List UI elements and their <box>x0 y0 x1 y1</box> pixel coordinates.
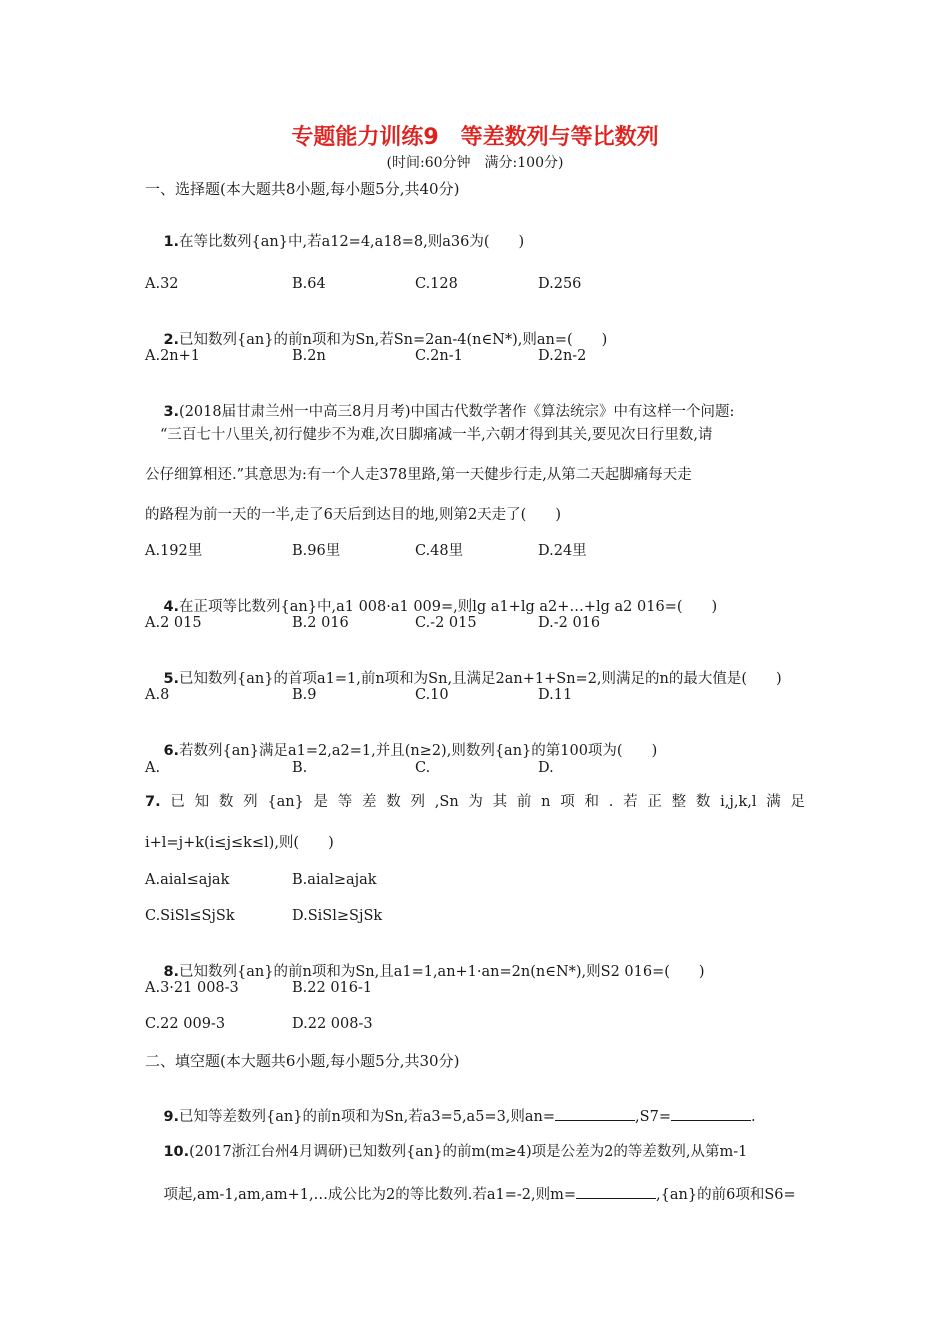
question-number: 5. <box>163 671 180 687</box>
question-1 <box>145 212 524 272</box>
option-d: D.11 <box>538 687 573 703</box>
question-stem-part: ,{an}的前6项和S6= <box>656 1187 796 1203</box>
question-stem-line: 已知数列{an}是等差数列,Sn为其前n项和.若正整数i,j,k,l满足 <box>160 794 805 810</box>
question-stem: 在等比数列{an}中,若a12=4,a18=8,则a36为( ) <box>179 234 525 250</box>
question-number: 6. <box>163 743 180 759</box>
page-subtitle: (时间:60分钟 满分:100分) <box>386 155 564 171</box>
answer-blank[interactable] <box>576 1184 656 1199</box>
question-stem-part: . <box>750 1109 756 1125</box>
question-stem: 已知数列{an}的前n项和为Sn,若Sn=2an-4(n∈N*),则an=( ) <box>179 332 608 348</box>
option-d: D. <box>538 760 554 776</box>
question-stem: 在正项等比数列{an}中,a1 008·a1 009=,则lg a1+lg a2+…+lg a2 016=( ) <box>179 599 718 615</box>
option-d: D.24里 <box>538 543 587 559</box>
question-stem-line: i+l=j+k(i≤j≤k≤l),则( ) <box>145 835 334 851</box>
answer-blank[interactable] <box>671 1106 751 1121</box>
question-stem-part: 项起,am-1,am,am+1,…成公比为2的等比数列.若a1=-2,则m= <box>163 1187 577 1203</box>
question-stem-line: (2017浙江台州4月调研)已知数列{an}的前m(m≥4)项是公差为2的等差数列,从第m-1 <box>189 1144 748 1160</box>
question-stem: 已知数列{an}的首项a1=1,前n项和为Sn,且满足2an+1+Sn=2,则满足的n的最大值是( ) <box>179 671 782 687</box>
option-b: B.96里 <box>292 543 341 559</box>
question-6 <box>145 721 657 781</box>
option-c: C. <box>415 760 431 776</box>
option-c: C.2n-1 <box>415 348 463 364</box>
question-stem-line: (2018届甘肃兰州一中高三8月月考)中国古代数学著作《算法统宗》中有这样一个问题: <box>179 404 735 420</box>
option-b: B.aial≥ajak <box>292 872 377 888</box>
question-7 <box>145 792 805 812</box>
option-c: C.SiSl≤SjSk <box>145 908 235 924</box>
question-stem-line: 公仔细算相还.”其意思为:有一个人走378里路,第一天健步行走,从第二天起脚痛每天走 <box>145 467 692 483</box>
option-a: A.32 <box>145 276 179 292</box>
question-stem-part: ,S7= <box>635 1109 671 1125</box>
option-b: B.9 <box>292 687 317 703</box>
option-a: A.192里 <box>145 543 203 559</box>
page-title: 专题能力训练9 等差数列与等比数列 <box>291 125 659 150</box>
option-b: B.22 016-1 <box>292 980 373 996</box>
option-c: C.-2 015 <box>415 615 477 631</box>
option-a: A.3·21 008-3 <box>145 980 239 996</box>
option-b: B.2n <box>292 348 326 364</box>
question-stem: 已知等差数列{an}的前n项和为Sn,若a3=5,a5=3,则an= <box>179 1109 556 1125</box>
option-d: D.-2 016 <box>538 615 601 631</box>
question-stem-line: 的路程为前一天的一半,走了6天后到达目的地,则第2天走了( ) <box>145 507 561 523</box>
option-a: A.2 015 <box>145 615 202 631</box>
question-number: 2. <box>163 332 180 348</box>
option-a: A. <box>145 760 161 776</box>
option-c: C.128 <box>415 276 458 292</box>
option-b: B.64 <box>292 276 326 292</box>
option-a: A.aial≤ajak <box>145 872 230 888</box>
option-d: D.22 008-3 <box>292 1016 373 1032</box>
option-a: A.2n+1 <box>145 348 201 364</box>
question-number: 8. <box>163 964 180 980</box>
question-stem: 若数列{an}满足a1=2,a2=1,并且(n≥2),则数列{an}的第100项为( ) <box>179 743 658 759</box>
option-d: D.2n-2 <box>538 348 587 364</box>
question-stem: 已知数列{an}的前n项和为Sn,且a1=1,an+1·an=2n(n∈N*),则S2 016=( ) <box>179 964 705 980</box>
question-number: 4. <box>163 599 180 615</box>
option-d: D.SiSl≥SjSk <box>292 908 383 924</box>
section-choice-heading: 一、选择题(本大题共8小题,每小题5分,共40分) <box>145 180 460 198</box>
question-stem-line: “三百七十八里关,初行健步不为难,次日脚痛减一半,六朝才得到其关,要见次日行里数,请 <box>160 427 713 443</box>
question-number: 9. <box>163 1109 180 1125</box>
question-number: 7. <box>145 794 161 810</box>
option-c: C.10 <box>415 687 449 703</box>
question-5 <box>145 649 782 709</box>
option-a: A.8 <box>145 687 170 703</box>
question-stem-line <box>145 1164 796 1225</box>
question-number: 3. <box>163 404 180 420</box>
option-b: B. <box>292 760 308 776</box>
question-number: 10. <box>163 1144 190 1160</box>
question-number: 1. <box>163 234 180 250</box>
option-c: C.48里 <box>415 543 464 559</box>
option-b: B.2 016 <box>292 615 349 631</box>
option-c: C.22 009-3 <box>145 1016 226 1032</box>
option-d: D.256 <box>538 276 582 292</box>
answer-blank[interactable] <box>555 1106 635 1121</box>
section-fill-heading: 二、填空题(本大题共6小题,每小题5分,共30分) <box>145 1052 460 1070</box>
